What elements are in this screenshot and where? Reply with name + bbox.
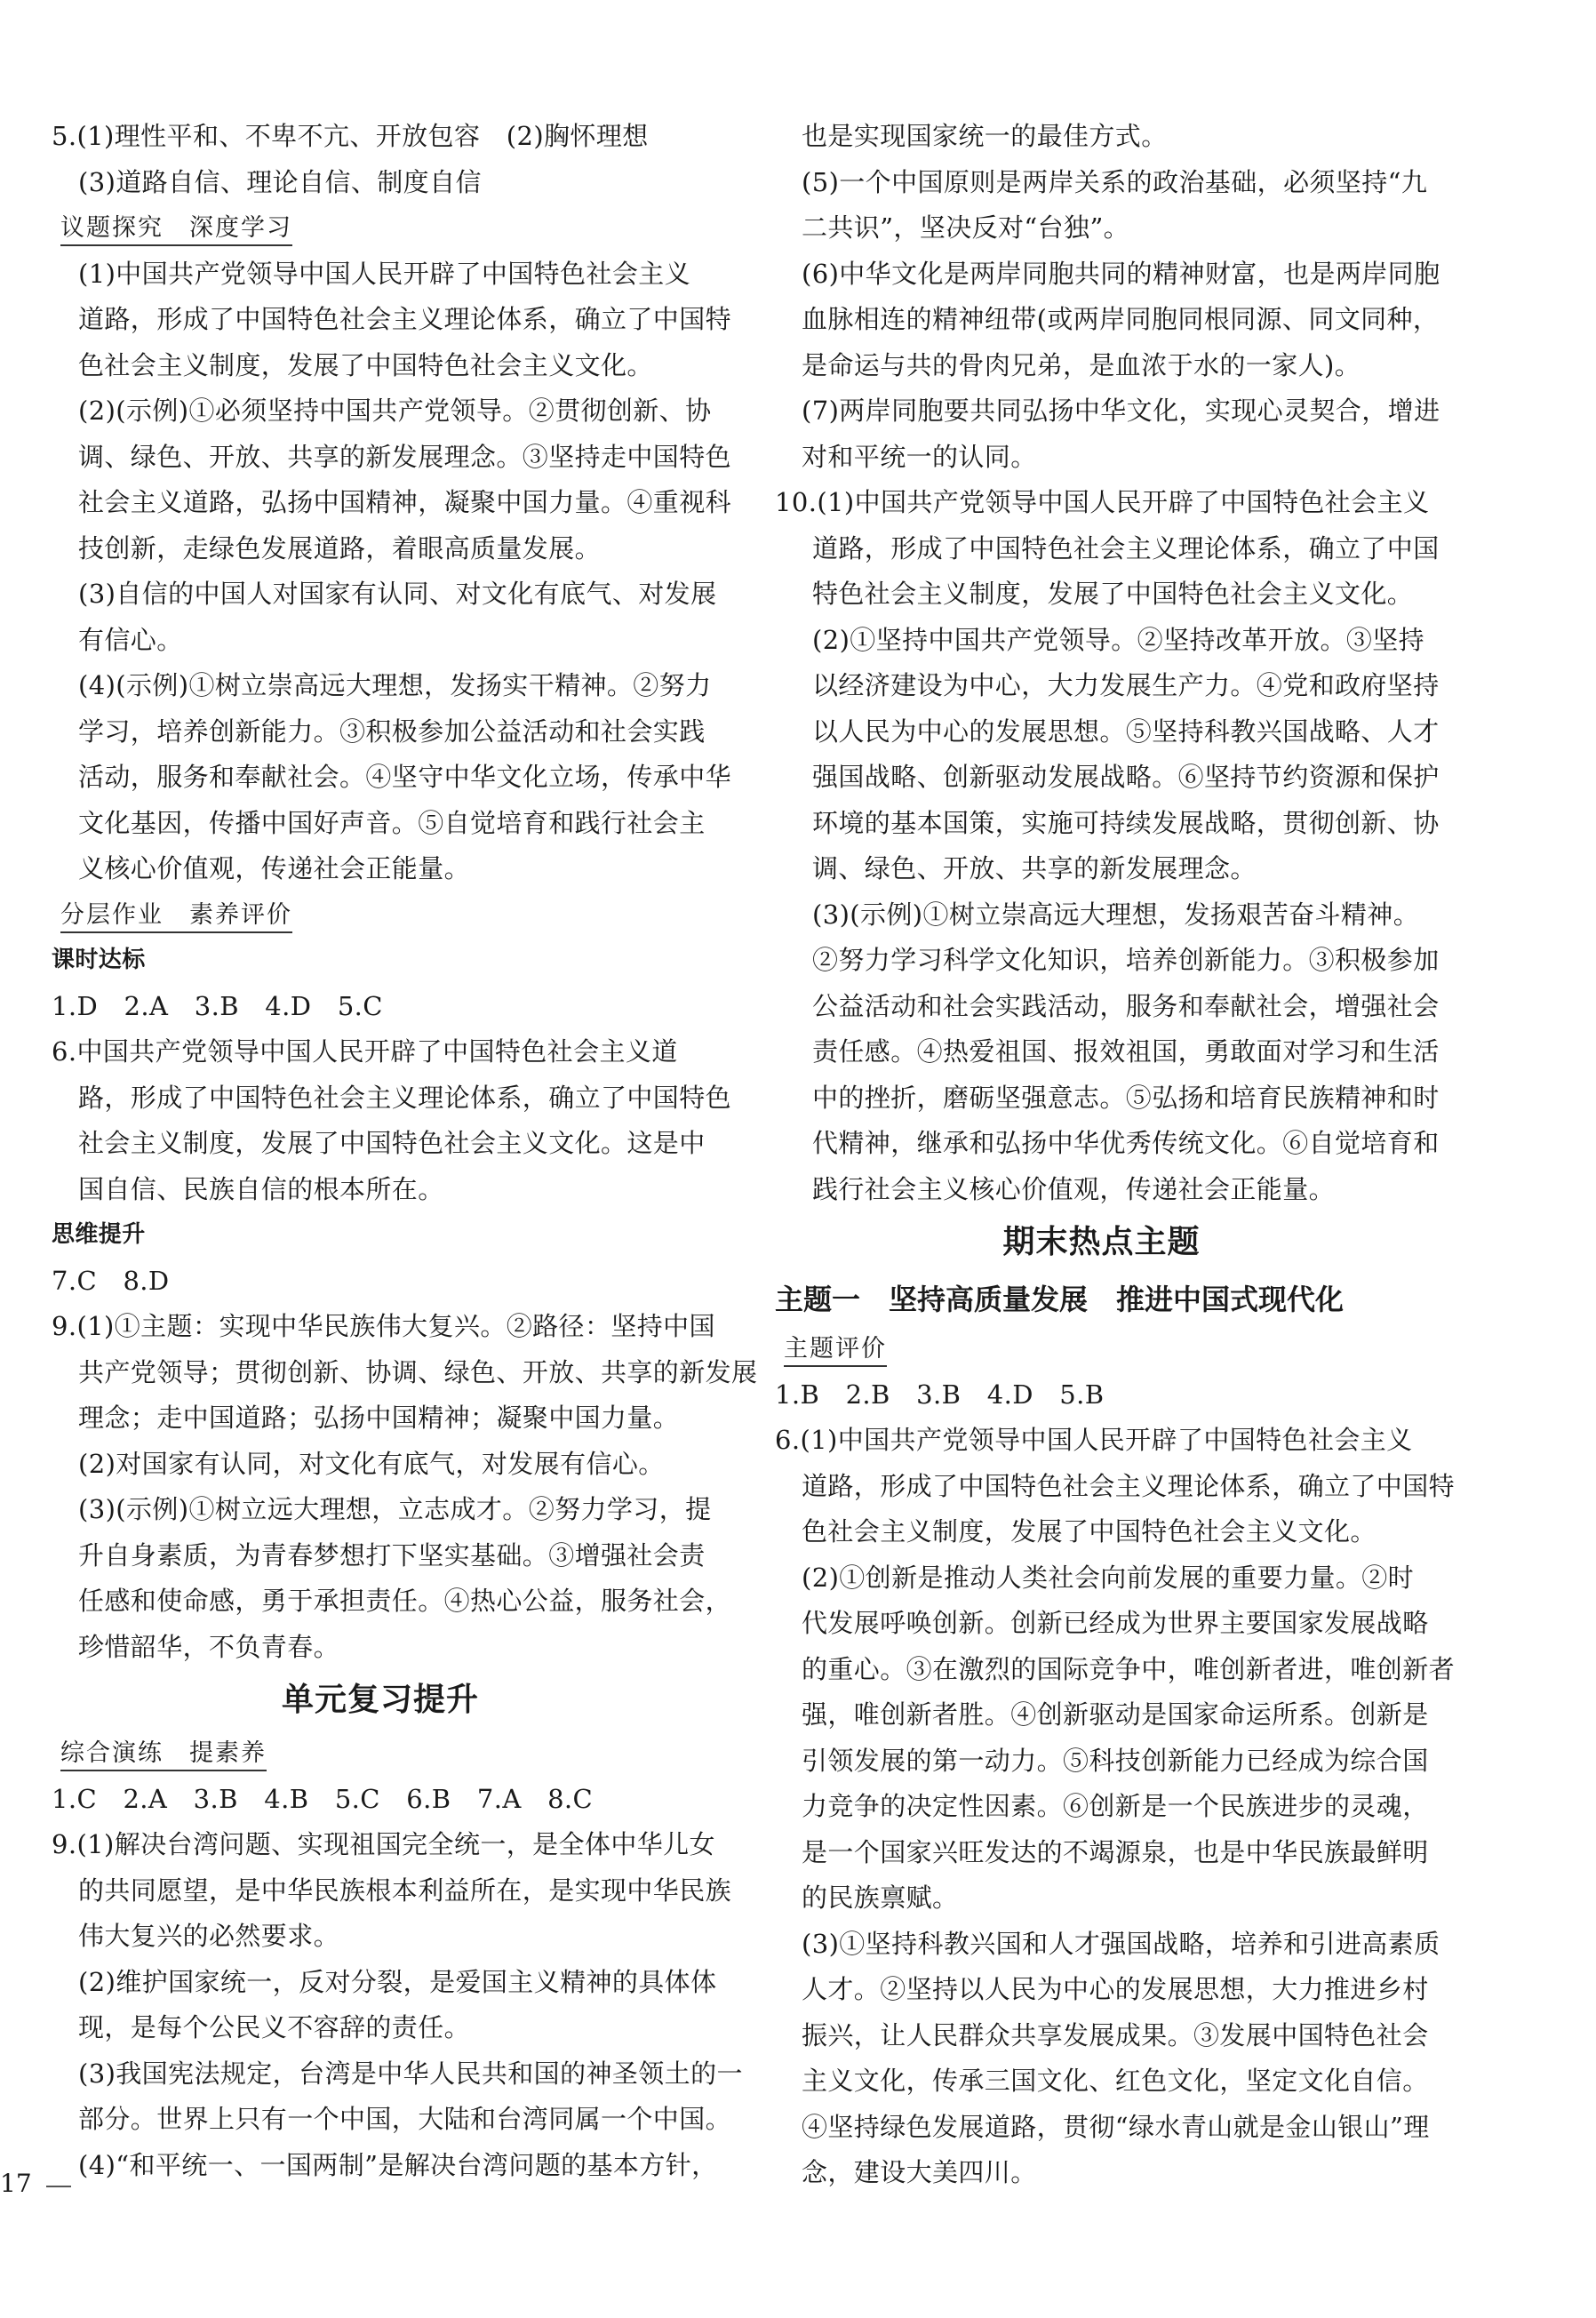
unit-9-line-16: 对和平统一的认同。 [802, 441, 1037, 472]
unit-9-line-2: 的共同愿望，是中华民族根本利益所在，是实现中华民族 [78, 1874, 732, 1906]
answer-6-line-3: 社会主义制度，发展了中国特色社会主义文化。这是中 [78, 1128, 706, 1158]
answer-6-line-1: 6.中国共产党领导中国人民开辟了中国特色社会主义道 [52, 1036, 678, 1067]
answer-9-line-8: 珍惜韶华，不负青春。 [78, 1631, 340, 1662]
unit-10-line-13: 责任感。④热爱祖国、报效祖国，勇敢面对学习和生活 [812, 1036, 1440, 1067]
inquiry-4-line-1: (4)(示例)①树立崇高远大理想，发扬实干精神。②努力 [78, 670, 712, 700]
unit-10-line-1: 10.(1)中国共产党领导中国人民开辟了中国特色社会主义 [775, 487, 1430, 517]
unit-9-line-10: (5)一个中国原则是两岸关系的政治基础，必须坚持“九 [802, 166, 1428, 197]
unit-10-line-16: 践行社会主义核心价值观，传递社会正能量。 [812, 1173, 1336, 1204]
theme-6-line-14: 振兴，让人民群众共享发展成果。③发展中国特色社会 [802, 2019, 1429, 2050]
unit-10-line-2: 道路，形成了中国特色社会主义理论体系，确立了中国 [812, 532, 1440, 564]
unit-10-line-6: 以人民为中心的发展思想。⑤坚持科教兴国战略、人才 [812, 715, 1440, 747]
unit-10-line-9: 调、绿色、开放、共享的新发展理念。 [812, 853, 1257, 883]
unit-10-line-5: 以经济建设为中心，大力发展生产力。④党和政府坚持 [812, 670, 1440, 700]
theme-6-line-13: 人才。②坚持以人民为中心的发展思想，大力推进乡村 [802, 1974, 1429, 2004]
unit-10-line-7: 强国战略、创新驱动发展战略。⑥坚持节约资源和保护 [812, 762, 1440, 792]
theme-6-line-1: 6.(1)中国共产党领导中国人民开辟了中国特色社会主义 [775, 1425, 1413, 1455]
answer-9-line-1: 9.(1)①主题：实现中华民族伟大复兴。②路径：坚持中国 [52, 1311, 715, 1341]
section-heading-theme-eval-text: 主题评价 [784, 1333, 887, 1367]
page-number: 17 [0, 2169, 32, 2198]
inquiry-1-line-3: 色社会主义制度，发展了中国特色社会主义文化。 [78, 349, 653, 380]
unit-9-line-9: 也是实现国家统一的最佳方式。 [802, 121, 1168, 151]
unit-9-line-8: (4)“和平统一、一国两制”是解决台湾问题的基本方针， [78, 2149, 718, 2180]
section-heading-layered-homework-text: 分层作业 素养评价 [60, 899, 292, 933]
unit-9-line-15: (7)两岸同胞要共同弘扬中华文化，实现心灵契合，增进 [802, 396, 1440, 426]
theme-6-line-12: (3)①坚持科教兴国和人才强国战略，培养和引进高素质 [802, 1928, 1440, 1959]
right-column [775, 114, 1456, 2196]
left-column [52, 114, 758, 2188]
inquiry-3-line-1: (3)自信的中国人对国家有认同、对文化有底气、对发展 [78, 579, 717, 609]
unit-10-line-14: 中的挫折，磨砺坚强意志。⑤弘扬和培育民族精神和时 [812, 1082, 1440, 1113]
section-heading-topic-inquiry [52, 205, 709, 252]
answer-9-line-5: (3)(示例)①树立远大理想，立志成才。②努力学习，提 [78, 1494, 712, 1524]
section-heading-topic-inquiry-text: 议题探究 深度学习 [60, 212, 292, 246]
inquiry-2-line-3: 社会主义道路，弘扬中国精神，凝聚中国力量。④重视科 [78, 487, 732, 517]
unit-10-line-11: ②努力学习科学文化知识，培养创新能力。③积极参加 [812, 945, 1440, 975]
theme-6-line-3: 色社会主义制度，发展了中国特色社会主义文化。 [802, 1516, 1377, 1547]
inquiry-3-line-2: 有信心。 [78, 624, 183, 655]
unit-9-line-1: 9.(1)解决台湾问题、实现祖国完全统一，是全体中华儿女 [52, 1829, 715, 1859]
unit-9-line-12: (6)中华文化是两岸同胞共同的精神财富，也是两岸同胞 [802, 258, 1440, 289]
unit-9-line-4: (2)维护国家统一，反对分裂，是爱国主义精神的具体体 [78, 1966, 717, 1997]
theme-6-line-2: 道路，形成了中国特色社会主义理论体系，确立了中国特 [802, 1470, 1456, 1501]
unit-10-line-15: 代精神，继承和弘扬中华优秀传统文化。⑥自觉培育和 [812, 1128, 1440, 1158]
section-heading-comprehensive [52, 1731, 709, 1777]
theme-6-line-10: 是一个国家兴旺发达的不竭源泉，也是中华民族最鲜明 [802, 1836, 1429, 1867]
page-number-dash [46, 2186, 71, 2187]
answers-unit-1-8: 1.C 2.A 3.B 4.B 5.C 6.B 7.A 8.C [52, 1783, 594, 1814]
inquiry-1-line-2: 道路，形成了中国特色社会主义理论体系，确立了中国特 [78, 304, 732, 334]
unit-10-line-12: 公益活动和社会实践活动，服务和奉献社会，增强社会 [812, 990, 1440, 1021]
inquiry-2-line-4: 技创新，走绿色发展道路，着眼高质量发展。 [78, 532, 602, 564]
unit-9-line-13: 血脉相连的精神纽带(或两岸同胞同根同源、同文同种， [802, 304, 1440, 334]
theme-one-title: 主题一 坚持高质量发展 推进中国式现代化 [775, 1283, 1345, 1316]
answer-6-line-4: 国自信、民族自信的根本所在。 [78, 1173, 444, 1204]
inquiry-4-line-2: 学习，培养创新能力。③积极参加公益活动和社会实践 [78, 715, 706, 747]
answer-9-line-4: (2)对国家有认同，对文化有底气，对发展有信心。 [78, 1448, 665, 1479]
inquiry-4-line-5: 义核心价值观，传递社会正能量。 [78, 853, 471, 883]
unit-10-line-10: (3)(示例)①树立崇高远大理想，发扬艰苦奋斗精神。 [812, 899, 1420, 930]
unit-9-line-14: 是命运与共的骨肉兄弟，是血浓于水的一家人)。 [802, 349, 1361, 380]
answer-9-line-3: 理念；走中国道路；弘扬中国精神；凝聚中国力量。 [78, 1403, 680, 1433]
unit-review-title: 单元复习提升 [281, 1682, 479, 1718]
answer-9-line-6: 升自身素质，为青春梦想打下坚实基础。③增强社会责 [78, 1539, 706, 1571]
inquiry-4-line-3: 活动，服务和奉献社会。④坚守中华文化立场，传承中华 [78, 762, 732, 792]
answers-1-5: 1.D 2.A 3.B 4.D 5.C [52, 990, 383, 1021]
unit-9-line-7: 部分。世界上只有一个中国，大陆和台湾同属一个中国。 [78, 2104, 732, 2134]
subheading-thinking: 思维提升 [52, 1221, 146, 1248]
theme-6-line-8: 引领发展的第一动力。⑤科技创新能力已经成为综合国 [802, 1745, 1429, 1776]
theme-answers-1-5: 1.B 2.B 3.B 4.D 5.B [775, 1379, 1105, 1410]
theme-6-line-11: 的民族禀赋。 [802, 1882, 959, 1913]
unit-10-line-4: (2)①坚持中国共产党领导。②坚持改革开放。③坚持 [812, 624, 1425, 655]
subheading-lesson-goal: 课时达标 [52, 947, 146, 973]
theme-6-line-6: 的重心。③在激烈的国际竞争中，唯创新者进，唯创新者 [802, 1653, 1456, 1684]
unit-9-line-11: 二共识”，坚决反对“台独”。 [802, 212, 1130, 243]
unit-9-line-3: 伟大复兴的必然要求。 [78, 1921, 340, 1951]
inquiry-4-line-4: 文化基因，传播中国好声音。⑤自觉培育和践行社会主 [78, 807, 706, 838]
final-hot-topics-title: 期末热点主题 [1002, 1224, 1201, 1260]
theme-6-line-17: 念，建设大美四川。 [802, 2157, 1037, 2187]
section-heading-comprehensive-text: 综合演练 提素养 [60, 1738, 267, 1771]
inquiry-2-line-1: (2)(示例)①必须坚持中国共产党领导。②贯彻创新、协 [78, 396, 712, 426]
unit-9-line-6: (3)我国宪法规定，台湾是中华人民共和国的神圣领土的一 [78, 2058, 743, 2089]
unit-9-line-5: 现，是每个公民义不容辞的责任。 [78, 2012, 471, 2042]
answers-7-8: 7.C 8.D [52, 1265, 170, 1296]
unit-10-line-8: 环境的基本国策，实施可持续发展战略，贯彻创新、协 [812, 807, 1440, 838]
answer-6-line-2: 路，形成了中国特色社会主义理论体系，确立了中国特色 [78, 1082, 732, 1113]
section-heading-layered-homework [52, 892, 709, 939]
answer-5-line-2: (3)道路自信、理论自信、制度自信 [78, 166, 482, 197]
theme-6-line-7: 强，唯创新者胜。④创新驱动是国家命运所系。创新是 [802, 1699, 1429, 1730]
theme-6-line-9: 力竞争的决定性因素。⑥创新是一个民族进步的灵魂， [802, 1791, 1429, 1821]
section-heading-theme-eval [775, 1326, 1428, 1372]
theme-6-line-4: (2)①创新是推动人类社会向前发展的重要力量。②时 [802, 1562, 1415, 1593]
inquiry-1-line-1: (1)中国共产党领导中国人民开辟了中国特色社会主义 [78, 258, 691, 289]
answer-5-line-1: 5.(1)理性平和、不卑不亢、开放包容 (2)胸怀理想 [52, 121, 649, 151]
answer-9-line-7: 任感和使命感，勇于承担责任。④热心公益，服务社会， [78, 1586, 732, 1616]
answer-9-line-2: 共产党领导；贯彻创新、协调、绿色、开放、共享的新发展 [78, 1356, 758, 1387]
theme-6-line-5: 代发展呼唤创新。创新已经成为世界主要国家发展战略 [802, 1608, 1429, 1638]
inquiry-2-line-2: 调、绿色、开放、共享的新发展理念。③坚持走中国特色 [78, 441, 732, 472]
theme-6-line-16: ④坚持绿色发展道路，贯彻“绿水青山就是金山银山”理 [802, 2111, 1430, 2142]
unit-10-line-3: 特色社会主义制度，发展了中国特色社会主义文化。 [812, 579, 1414, 609]
theme-6-line-15: 主义文化，传承三国文化、红色文化，坚定文化自信。 [802, 2066, 1429, 2096]
